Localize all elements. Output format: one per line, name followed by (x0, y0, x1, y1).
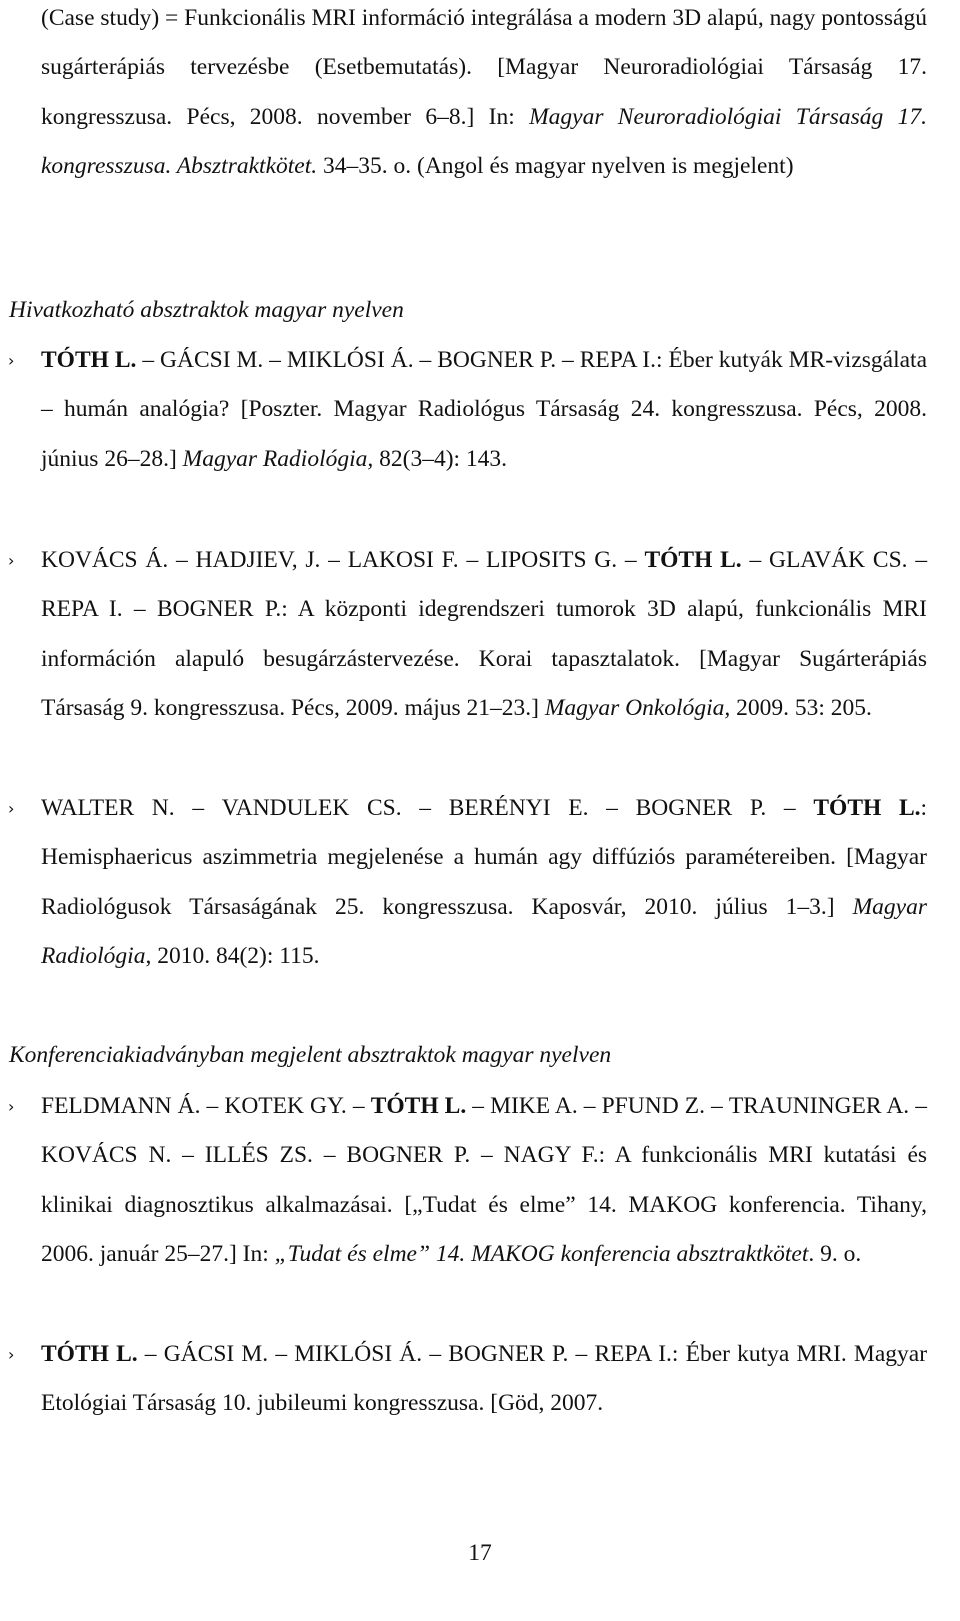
intro-dash: – (437, 103, 449, 130)
author: BOGNER P. (635, 795, 767, 821)
author: MIKLÓSI Á. (294, 1341, 423, 1367)
citation-text: : Éber kutya MRI. Magyar Etológiai Társaság 10. jubileumi kongresszusa. [Göd, 2007. (41, 1341, 928, 1417)
section-heading-conference-abstracts: Konferenciakiadványban megjelent absztraktok magyar nyelven (9, 1042, 612, 1068)
author-separator: – (568, 1341, 595, 1367)
citation-text: : Hemisphaericus aszimmetria megjelenése a humán agy diffúziós paramétereiben. [Magyar Radiológusok Társaságának 25. kongresszusa. Kaposvár, 2010. július 1–3.] (41, 795, 928, 920)
citation-text: : A funkcionális MRI kutatási és klinikai diagnosztikus alkalmazásai. [„Tudat és elme” 14. MAKOG konferencia. Tihany, 2006. január 25–27.] In: (41, 1142, 928, 1267)
author-separator: – (346, 1093, 371, 1119)
author: BOGNER P. (448, 1341, 569, 1367)
intro-text-c: 34 (317, 152, 347, 179)
author: NAGY F. (503, 1142, 599, 1169)
list-item (8, 784, 928, 981)
list-item (8, 1082, 928, 1279)
journal-title: Magyar Radiológia (41, 893, 927, 969)
author: TÓTH L. (644, 547, 742, 573)
author: TRAUNINGER A. (728, 1093, 910, 1119)
author-separator: – (466, 1093, 491, 1119)
author: MIKE A. (490, 1093, 578, 1119)
author-separator: – (704, 1093, 729, 1119)
author: GLAVÁK CS. (768, 547, 908, 573)
bullet-icon: › (8, 351, 15, 370)
author: KOVÁCS Á. (41, 547, 169, 573)
author: REPA I. (579, 347, 656, 373)
author-separator: – (263, 347, 287, 373)
journal-title: Magyar Radiológia, (182, 445, 374, 472)
intro-dash-2: – (346, 152, 359, 179)
author-separator: – (268, 1341, 295, 1367)
author: KOVÁCS N. (41, 1142, 172, 1169)
bullet-icon: › (8, 551, 15, 570)
author: WALTER N. (41, 795, 175, 821)
author-separator: – (413, 347, 438, 373)
author: GÁCSI M. (163, 1341, 269, 1367)
author-separator: – (766, 795, 814, 821)
author-separator: – (422, 1341, 449, 1367)
bullet-icon: › (8, 1345, 15, 1364)
author-separator: – (168, 547, 196, 573)
intro-text-d: 35. o. (Angol és magyar nyelven is megjelent) (358, 152, 794, 179)
citation-text: : A központi idegrendszeri tumorok 3D alapú, funkcionális MRI információn alapuló besugárzástervezése. Korai tapasztalatok. [Magyar Sugárterápiás Társaság 9. kongresszusa. Pécs, 2009. május 21–23.] (41, 596, 928, 721)
author: BERÉNYI E. (448, 795, 589, 821)
author: TÓTH L. (370, 1093, 467, 1119)
bullet-icon: › (8, 799, 15, 818)
author: TÓTH L. (813, 795, 921, 821)
author-separator: – (741, 547, 769, 573)
author: REPA I. (594, 1341, 672, 1367)
citation-text: : Éber kutyák MR-vizsgálata – humán analógia? [Poszter. Magyar Radiológus Társaság 24. kongresszusa. Pécs, 2008. június 26–28.] (41, 347, 928, 472)
list-item (8, 1330, 928, 1429)
author-separator: – (470, 1142, 504, 1169)
section-heading-citable-abstracts: Hivatkozható absztraktok magyar nyelven (9, 297, 404, 323)
intro-paragraph (41, 0, 927, 191)
author: TÓTH L. (41, 347, 137, 373)
author-separator: – (122, 596, 157, 623)
intro-text-b: 8.] In: (448, 103, 530, 130)
author-separator: – (556, 347, 580, 373)
author-separator: – (909, 1093, 927, 1119)
author: TÓTH L. (41, 1341, 138, 1367)
list-item (8, 336, 928, 484)
author: MIKLÓSI Á. (286, 347, 414, 373)
author: FELDMANN Á. (41, 1093, 201, 1119)
author-separator: – (617, 547, 645, 573)
journal-title: „Tudat és elme” 14. MAKOG konferencia absztraktkötet (274, 1240, 809, 1267)
author: BOGNER P. (156, 596, 282, 623)
author: PFUND Z. (601, 1093, 705, 1119)
author-separator: – (312, 1142, 347, 1169)
author-separator: – (136, 347, 161, 373)
citation-tail: 2009. 53: 205. (730, 694, 872, 721)
journal-title: Magyar Onkológia, (544, 694, 731, 721)
author: REPA I. (41, 596, 123, 623)
author-separator: – (458, 547, 486, 573)
author-separator: – (907, 547, 928, 573)
page-number: 17 (468, 1540, 492, 1566)
citation-tail: 82(3–4): 143. (373, 445, 508, 472)
author: LAKOSI F. (347, 547, 459, 573)
citation-tail: , 2010. 84(2): 115. (145, 942, 320, 969)
author: KOTEK GY. (224, 1093, 347, 1119)
author: GÁCSI M. (160, 347, 264, 373)
author-separator: – (137, 1341, 164, 1367)
author-separator: – (174, 795, 222, 821)
bullet-icon: › (8, 1097, 15, 1116)
author-separator: – (588, 795, 636, 821)
author-separator: – (577, 1093, 602, 1119)
citation-tail: . 9. o. (808, 1240, 862, 1267)
list-item (8, 536, 928, 733)
author: ILLÉS ZS. (204, 1142, 313, 1169)
author: HADJIEV, J. (195, 547, 321, 573)
author: BOGNER P. (346, 1142, 471, 1169)
intro-publication-title: Magyar Neuroradiológiai Társaság 17. kongresszusa. Absztraktkötet. (41, 103, 927, 179)
author: VANDULEK CS. (221, 795, 402, 821)
author-separator: – (320, 547, 348, 573)
author-separator: – (171, 1142, 205, 1169)
author-separator: – (401, 795, 449, 821)
author: LIPOSITS G. (485, 547, 618, 573)
intro-text: (Case study) = Funkcionális MRI információ integrálása a modern 3D alapú, nagy pontosságú sugárterápiás tervezésbe (Esetbemutatás). [Magyar Neuroradiológiai Társaság 17. kongresszusa. Pécs, 2008. november 6 (41, 5, 927, 130)
author-separator: – (200, 1093, 225, 1119)
author: BOGNER P. (437, 347, 557, 373)
